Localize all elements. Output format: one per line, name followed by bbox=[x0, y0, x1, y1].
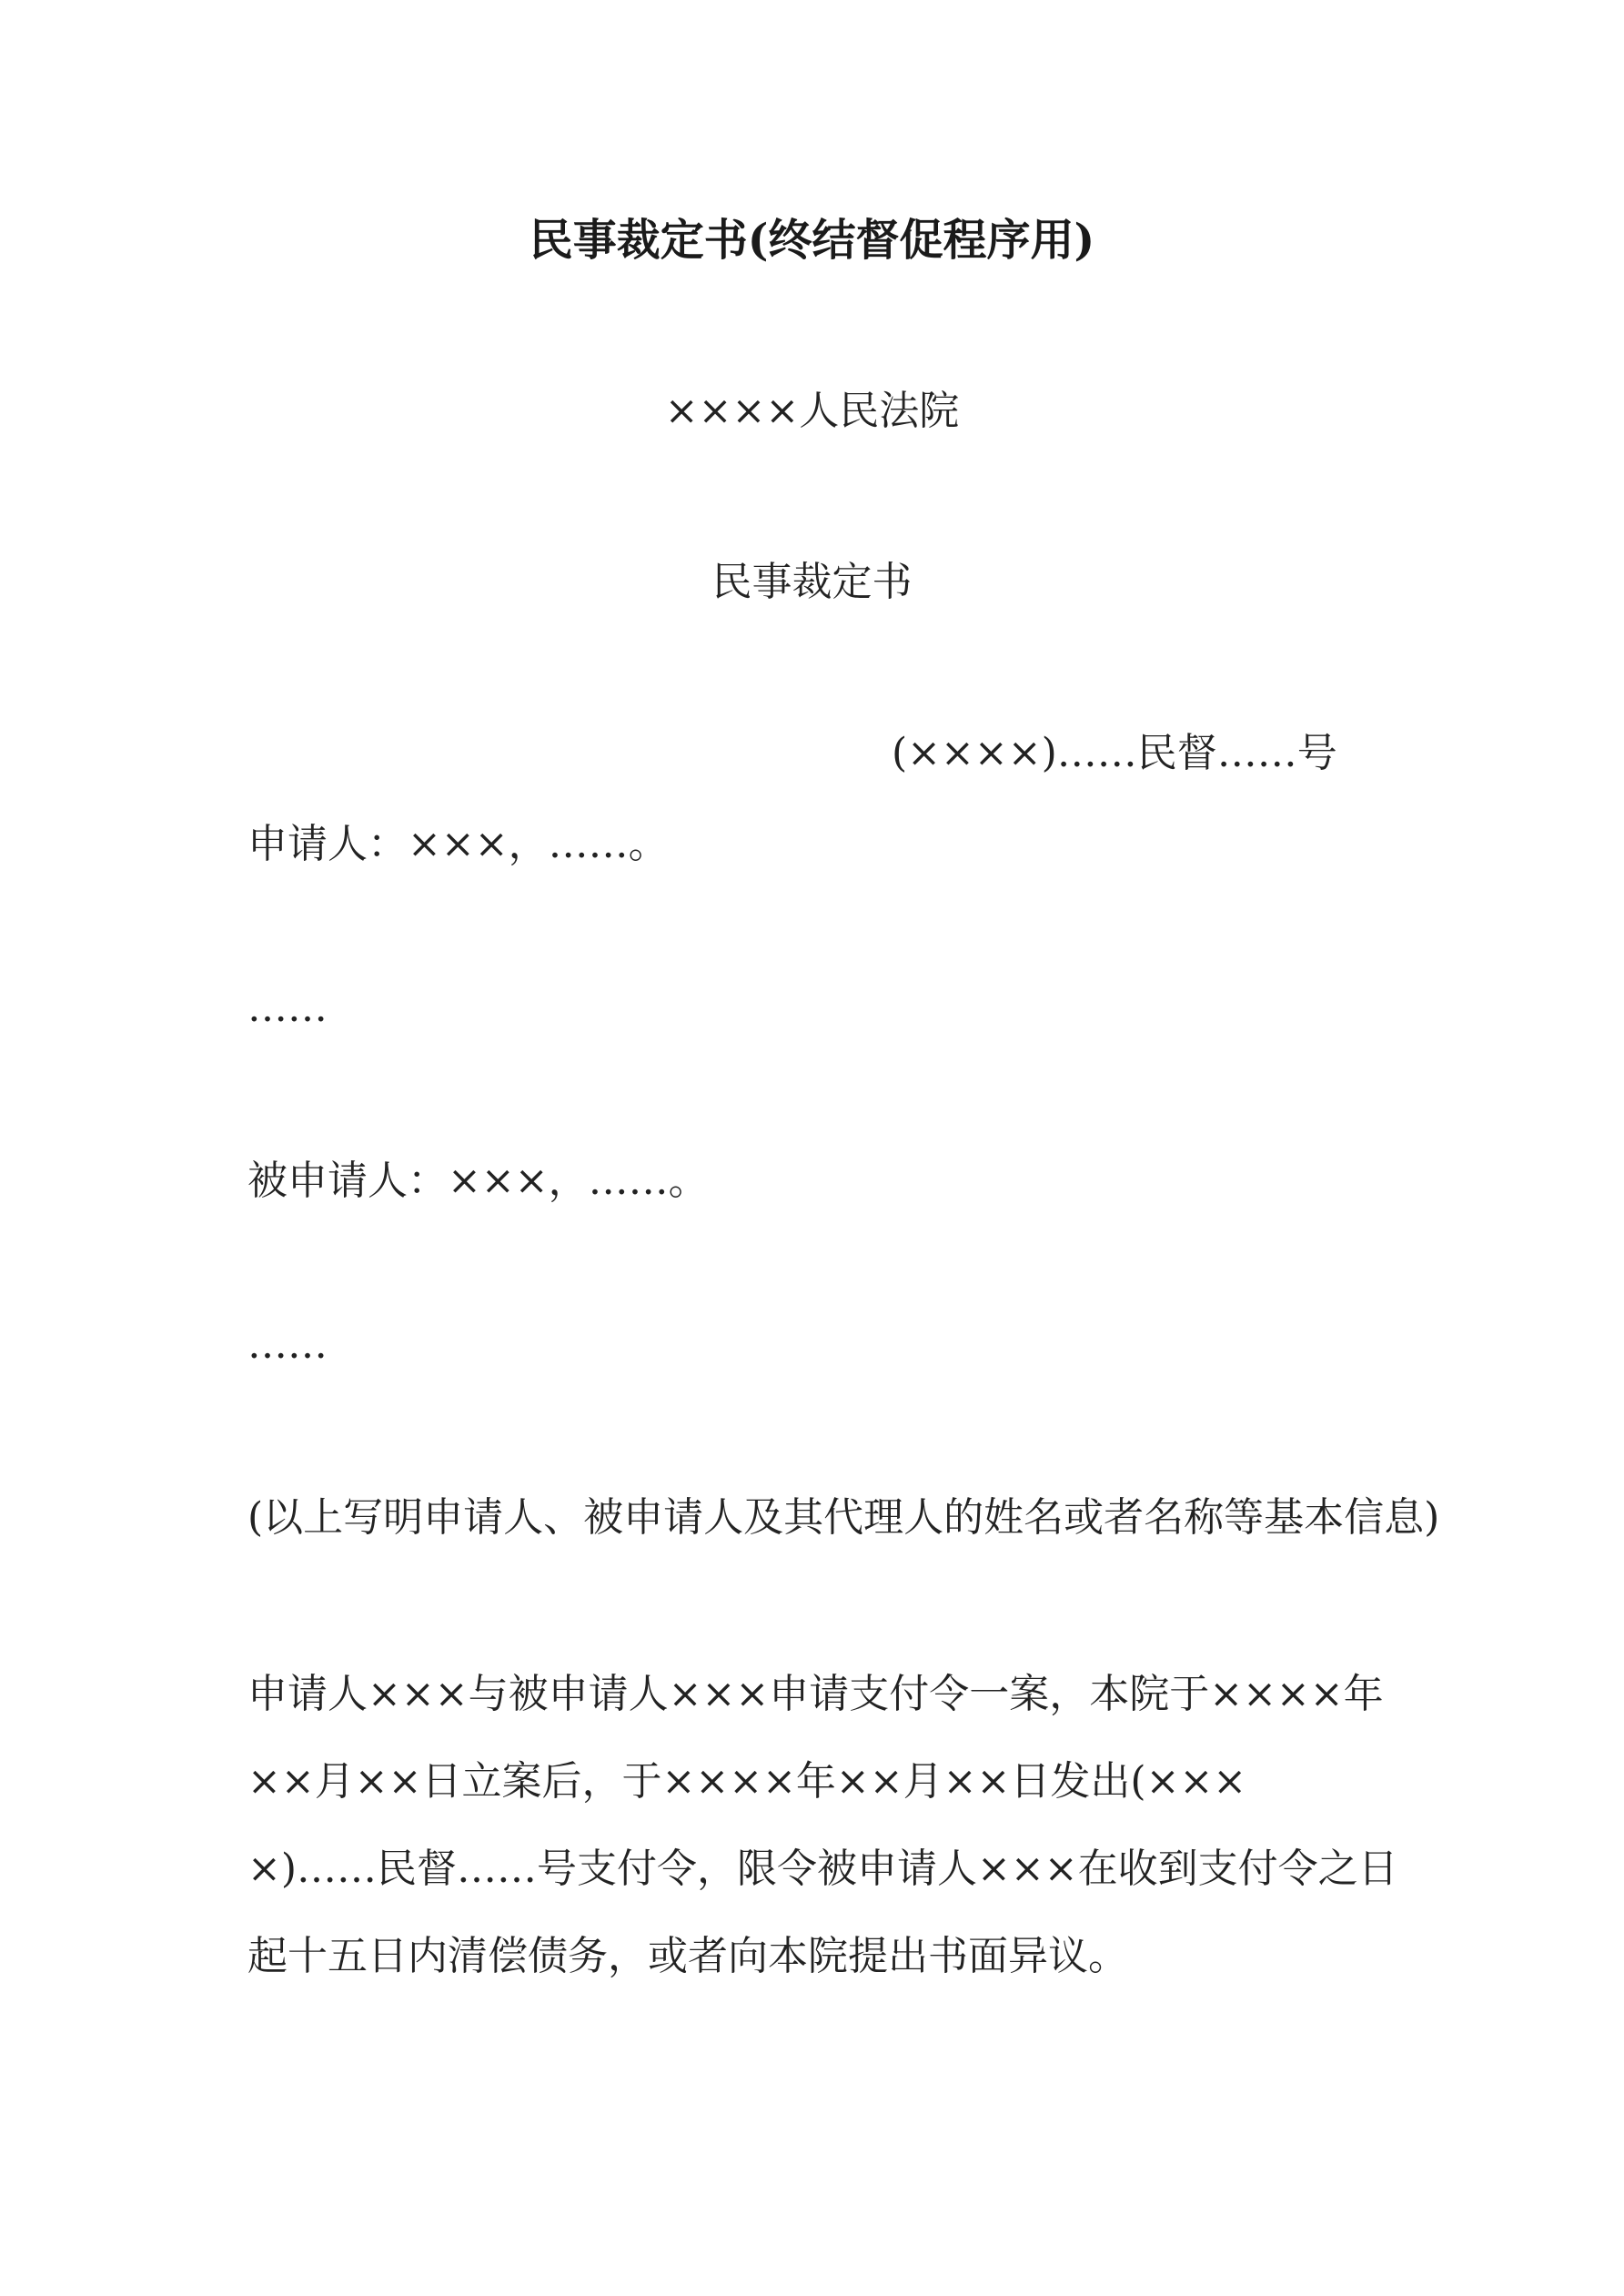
applicant-line: 申请人：×××，……。 bbox=[247, 821, 669, 867]
document-type: 民事裁定书 bbox=[711, 559, 913, 605]
body-line: 起十五日内清偿债务，或者向本院提出书面异议。 bbox=[247, 1933, 1128, 1979]
party-info-note: (以上写明申请人、被申请人及其代理人的姓名或者名称等基本信息) bbox=[247, 1494, 1440, 1541]
case-number: (××××)……民督……号 bbox=[892, 730, 1337, 776]
body-line: 申请人×××与被申请人×××申请支付令一案，本院于××××年 bbox=[247, 1671, 1384, 1717]
body-line: ××月××日立案后，于××××年××月××日发出(××× bbox=[247, 1758, 1247, 1805]
body-line: ×)……民督……号支付令，限令被申请人×××在收到支付令之日 bbox=[247, 1846, 1398, 1892]
court-name: ××××人民法院 bbox=[664, 388, 960, 434]
respondent-line: 被申请人：×××，……。 bbox=[247, 1158, 709, 1204]
respondent-ellipsis: …… bbox=[247, 1321, 328, 1368]
document-title: 民事裁定书(终结督促程序用) bbox=[529, 215, 1095, 266]
applicant-ellipsis: …… bbox=[247, 985, 328, 1031]
